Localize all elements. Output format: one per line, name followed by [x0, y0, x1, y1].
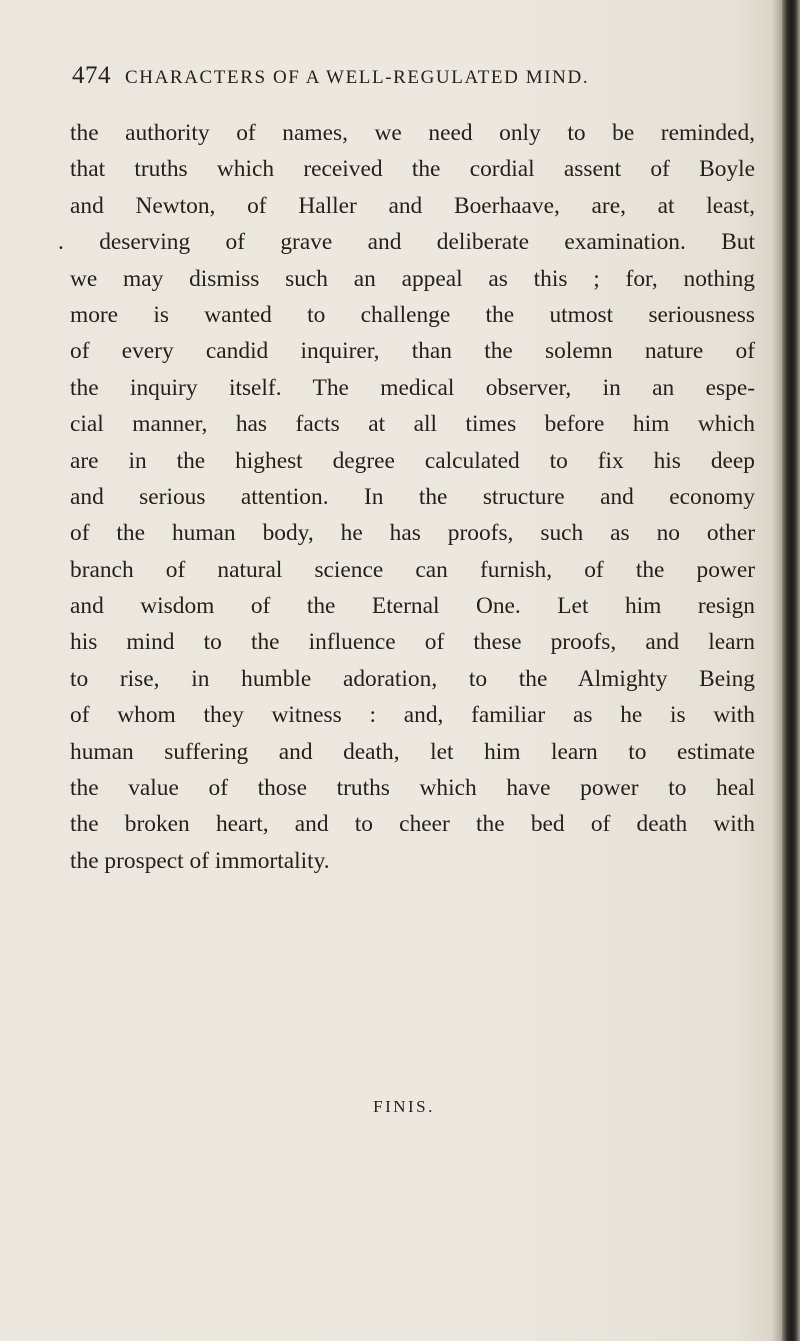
text-line: his mind to the influence of these proofs, and learn — [70, 629, 755, 656]
text-line: and wisdom of the Eternal One. Let him resign — [70, 593, 755, 620]
text-line: we may dismiss such an appeal as this ; for, nothing — [70, 265, 755, 292]
text-line: the inquiry itself. The medical observer, in an espe- — [70, 374, 755, 401]
running-header — [72, 62, 752, 92]
text-line: that truths which received the cordial assent of Boyle — [70, 156, 755, 183]
body-paragraph — [58, 115, 755, 879]
finis-text: FINIS. — [373, 1097, 435, 1116]
text-line: more is wanted to challenge the utmost seriousness — [70, 301, 755, 328]
text-line: . deserving of grave and deliberate examination. But — [58, 229, 755, 256]
running-title: CHARACTERS OF A WELL-REGULATED MIND. — [125, 67, 590, 88]
text-line: are in the highest degree calculated to fix his deep — [70, 447, 755, 474]
page-number: 474 — [72, 62, 111, 89]
text-line: the value of those truths which have power to heal — [70, 775, 755, 802]
text-line: of every candid inquirer, than the solemn nature of — [70, 338, 755, 365]
text-line: the authority of names, we need only to be reminded, — [70, 120, 755, 146]
text-line: of the human body, he has proofs, such as no other — [70, 520, 755, 547]
text-line: human suffering and death, let him learn to estimate — [70, 738, 755, 765]
finis-label — [0, 1097, 800, 1117]
text-line: of whom they witness : and, familiar as he is with — [70, 702, 755, 729]
text-line: the prospect of immortality. — [70, 847, 330, 874]
text-line: the broken heart, and to cheer the bed of death with — [70, 811, 755, 838]
page-edge-shadow — [782, 0, 800, 1341]
text-line: and Newton, of Haller and Boerhaave, are, at least, — [70, 192, 755, 219]
text-line: branch of natural science can furnish, of the power — [70, 556, 755, 583]
text-line: to rise, in humble adoration, to the Almighty Being — [70, 665, 755, 692]
text-line: cial manner, has facts at all times before him which — [70, 411, 755, 438]
text-line: and serious attention. In the structure and economy — [70, 483, 755, 510]
